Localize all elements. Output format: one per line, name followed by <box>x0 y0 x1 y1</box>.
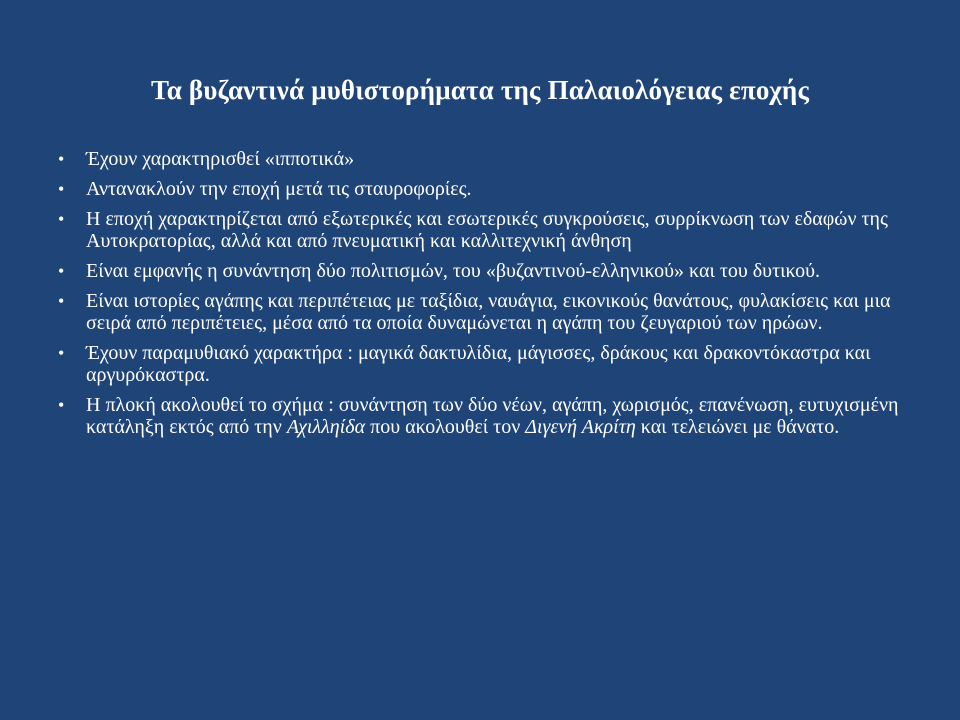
bullet-item <box>56 208 916 252</box>
bullet-text: Έχουν παραμυθιακό χαρακτήρα : μαγικά δακτυλίδια, μάγισσες, δράκους και δρακοντόκαστρα και αργυρόκαστρα. <box>86 342 871 386</box>
bullet-text-part: και τελειώνει με θάνατο. <box>635 416 840 438</box>
bullet-item <box>56 290 916 334</box>
bullet-list <box>56 148 916 446</box>
bullet-dot-icon: • <box>58 179 65 199</box>
bullet-text: Είναι ιστορίες αγάπης και περιπέτειας με ταξίδια, ναυάγια, εικονικούς θανάτους, φυλακίσεις και μια σειρά από περιπέτειες, μέσα από τα οποία δυναμώνεται η αγάπη του ζευγαριού των ηρώων. <box>86 290 891 334</box>
bullet-item <box>56 260 916 282</box>
bullet-text: Είναι εμφανής η συνάντηση δύο πολιτισμών, του «βυζαντινού-ελληνικού» και του δυτικού. <box>86 260 821 282</box>
bullet-dot-icon: • <box>58 395 65 415</box>
bullet-dot-icon: • <box>58 149 65 169</box>
title-achilleid: Αχιλληίδα <box>286 416 366 438</box>
bullet-item <box>56 178 916 200</box>
bullet-text-part: που ακολουθεί τον <box>365 416 526 438</box>
bullet-text: Αντανακλούν την εποχή μετά τις σταυροφορίες. <box>86 178 472 200</box>
bullet-item <box>56 394 916 438</box>
slide-title: Τα βυζαντινά μυθιστορήματα της Παλαιολόγειας εποχής <box>150 75 810 105</box>
bullet-item <box>56 148 916 170</box>
bullet-dot-icon: • <box>58 291 65 311</box>
bullet-text-part: Η πλοκή ακολουθεί το σχήμα : συνάντηση των δύο νέων, αγάπη, χωρισμός, επανένωση, ευτυχισμένη κατάληξη εκτός από την <box>86 394 899 438</box>
bullet-text: Έχουν χαρακτηρισθεί «ιπποτικά» <box>86 148 355 170</box>
bullet-dot-icon: • <box>58 209 65 229</box>
bullet-item <box>56 342 916 386</box>
bullet-dot-icon: • <box>58 343 65 363</box>
bullet-dot-icon: • <box>58 261 65 281</box>
title-digenis-akritas: Διγενή Ακρίτη <box>525 416 636 438</box>
bullet-text: Η εποχή χαρακτηρίζεται από εξωτερικές και εσωτερικές συγκρούσεις, συρρίκνωση των εδαφών της Αυτοκρατορίας, αλλά και από πνευματική και καλλιτεχνική άνθηση <box>86 208 888 252</box>
